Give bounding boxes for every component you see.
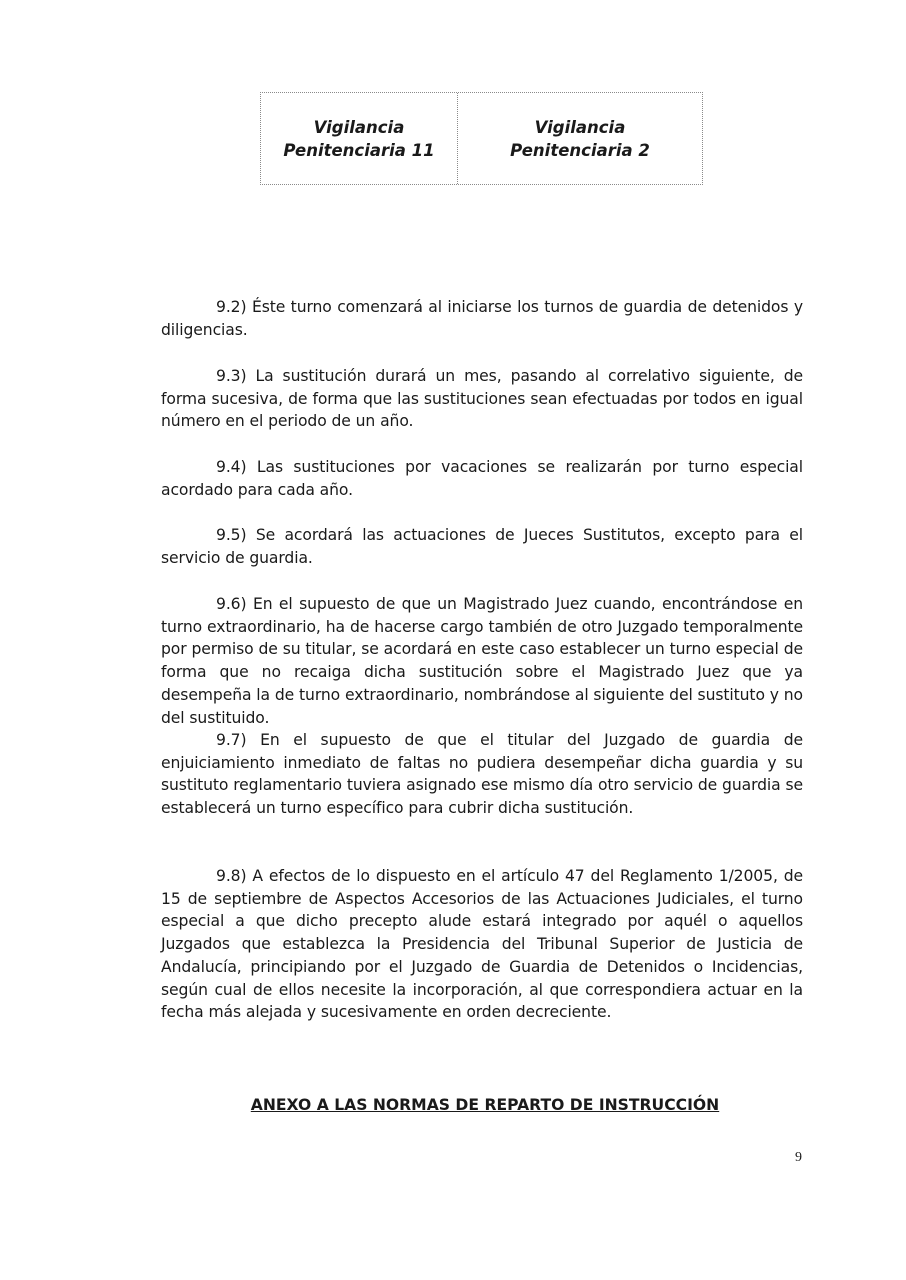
paragraph-9-8: 9.8) A efectos de lo dispuesto en el artículo 47 del Reglamento 1/2005, de 15 de septiembre de Aspectos Accesorios de las Actuaciones Judiciales, el turno especial a que dicho precepto alude estará integrado por aquél o aquellos Juzgados que establezca la Presidencia del Tribunal Superior de Justicia de Andalucía, principiando por el Juzgado de Guardia de Detenidos o Incidencias, según cual de ellos necesite la incorporación, al que correspondiera actuar en la fecha más alejada y sucesivamente en orden decreciente.	[161, 867, 803, 1022]
table-cell	[458, 93, 702, 184]
cell-line: Penitenciaria 11	[283, 140, 435, 160]
paragraph-9-5: 9.5) Se acordará las actuaciones de Jueces Sustitutos, excepto para el servicio de guardia.	[161, 526, 803, 567]
cell-line: Penitenciaria 2	[510, 140, 650, 160]
page-number: 9	[795, 1150, 802, 1165]
cell-line: Vigilancia	[313, 117, 405, 137]
cell-line: Vigilancia	[534, 117, 626, 137]
paragraph-9-6: 9.6) En el supuesto de que un Magistrado Juez cuando, encontrándose en turno extraordinario, ha de hacerse cargo también de otro Juzgado temporalmente por permiso de su titular, se acordará en este caso establecer un turno especial de forma que no recaiga dicha sustitución sobre el Magistrado Juez que ya desempeña la de turno extraordinario, nombrándose al siguiente del sustituto y no del sustituido.	[161, 595, 803, 727]
paragraph-9-7: 9.7) En el supuesto de que el titular del Juzgado de guardia de enjuiciamiento inmediato de faltas no pudiera desempeñar dicha guardia y su sustituto reglamentario tuviera asignado ese mismo día otro servicio de guardia se establecerá un turno específico para cubrir dicha sustitución.	[161, 731, 803, 818]
annex-title: ANEXO A LAS NORMAS DE REPARTO DE INSTRUCCIÓN	[250, 1096, 720, 1114]
court-table	[260, 92, 703, 185]
table-cell	[261, 93, 458, 184]
paragraph-9-3: 9.3) La sustitución durará un mes, pasando al correlativo siguiente, de forma sucesiva, de forma que las sustituciones sean efectuadas por todos en igual número en el periodo de un año.	[161, 367, 803, 431]
paragraph-9-2: 9.2) Éste turno comenzará al iniciarse los turnos de guardia de detenidos y diligencias.	[161, 298, 803, 339]
paragraph-9-4: 9.4) Las sustituciones por vacaciones se realizarán por turno especial acordado para cada año.	[161, 458, 803, 499]
